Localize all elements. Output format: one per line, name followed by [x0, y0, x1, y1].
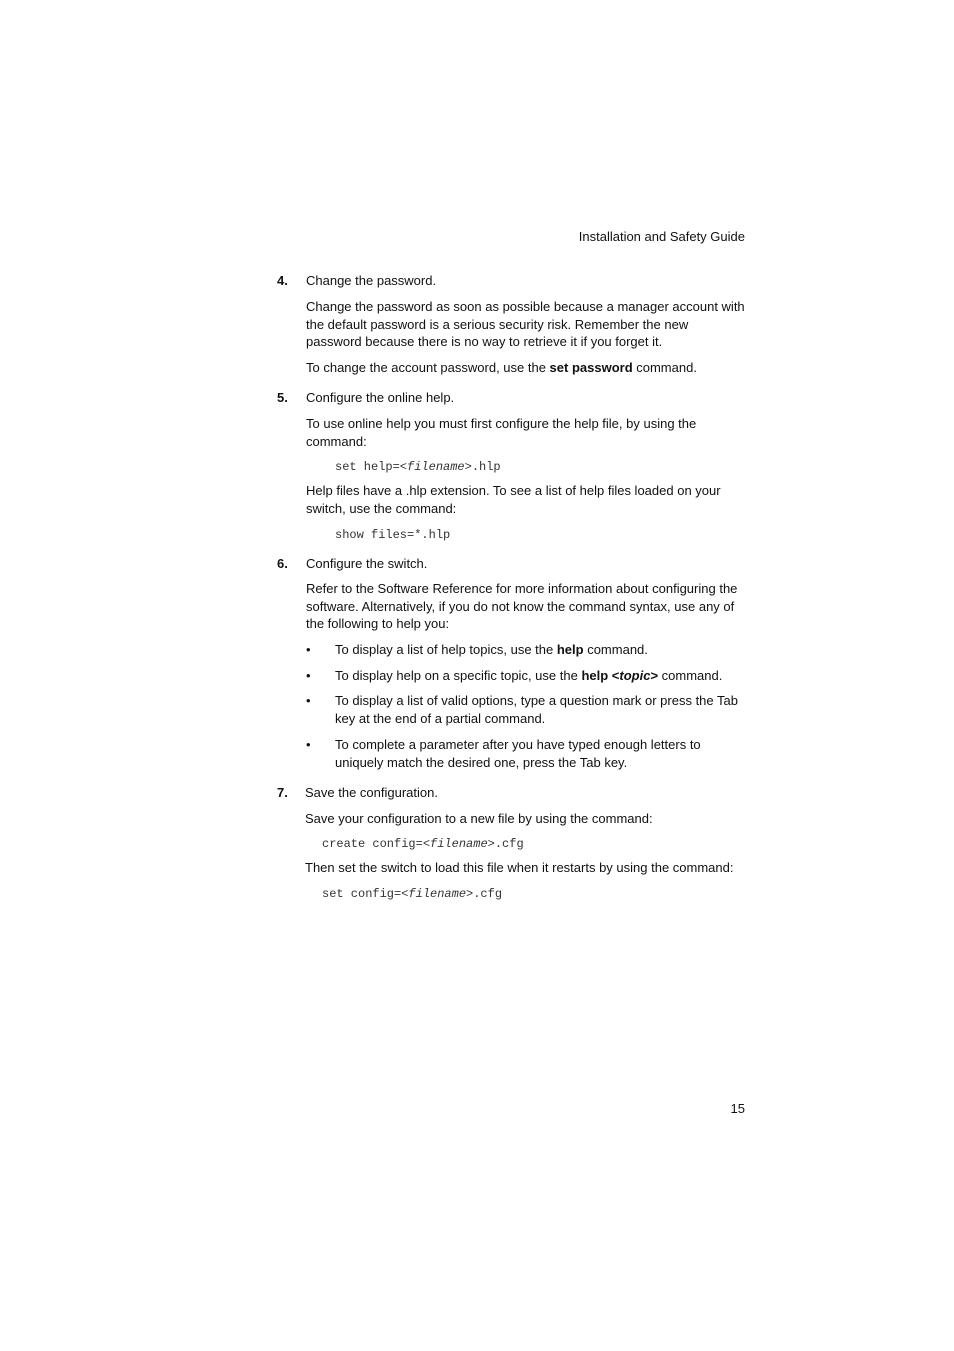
bullet-item-help-topic: To display help on a specific topic, use the help <topic> command.	[335, 668, 723, 683]
code-set-config: set config=<filename>.cfg	[322, 887, 503, 901]
bullet-item-valid-options: To display a list of valid options, type a question mark or press the Tab key at the end of a partial command.	[335, 693, 738, 726]
bullet-marker: •	[306, 668, 311, 683]
command-set-password: set password	[549, 360, 633, 375]
bullet-marker: •	[306, 693, 311, 708]
page-number: 15	[730, 1101, 745, 1116]
step-5-paragraph-2: Help files have a .hlp extension. To see a list of help files loaded on your switch, use the command:	[306, 483, 721, 516]
step-number-4: 4.	[277, 273, 288, 288]
step-title-5: Configure the online help.	[306, 390, 455, 405]
step-4-paragraph-1: Change the password as soon as possible because a manager account with the default password is a serious security risk. Remember the new password because there is no way to retrieve it if you forget it.	[306, 299, 745, 349]
step-6-paragraph-1: Refer to the Software Reference for more information about configuring the software. Alternatively, if you do not know the command syntax, use any of the following to help you:	[306, 581, 738, 631]
step-7-paragraph-2: Then set the switch to load this file when it restarts by using the command:	[305, 860, 734, 875]
bullet-marker: •	[306, 737, 311, 752]
step-title-6: Configure the switch.	[306, 556, 428, 571]
code-set-help: set help=<filename>.hlp	[335, 460, 501, 474]
bullet-item-help-topics: To display a list of help topics, use the help command.	[335, 642, 648, 657]
step-number-5: 5.	[277, 390, 288, 405]
code-show-files: show files=*.hlp	[335, 528, 451, 542]
step-4-paragraph-2: To change the account password, use the set password command.	[306, 360, 697, 375]
step-title-4: Change the password.	[306, 273, 437, 288]
bullet-item-complete-parameter: To complete a parameter after you have typed enough letters to uniquely match the desired one, press the Tab key.	[335, 737, 701, 770]
step-7-paragraph-1: Save your configuration to a new file by using the command:	[305, 811, 653, 826]
bullet-marker: •	[306, 642, 311, 657]
running-header: Installation and Safety Guide	[578, 229, 745, 244]
code-create-config: create config=<filename>.cfg	[322, 837, 524, 851]
step-title-7: Save the configuration.	[305, 785, 438, 800]
step-5-paragraph-1: To use online help you must first configure the help file, by using the command:	[306, 416, 697, 449]
step-number-6: 6.	[277, 556, 288, 571]
step-number-7: 7.	[277, 785, 288, 800]
